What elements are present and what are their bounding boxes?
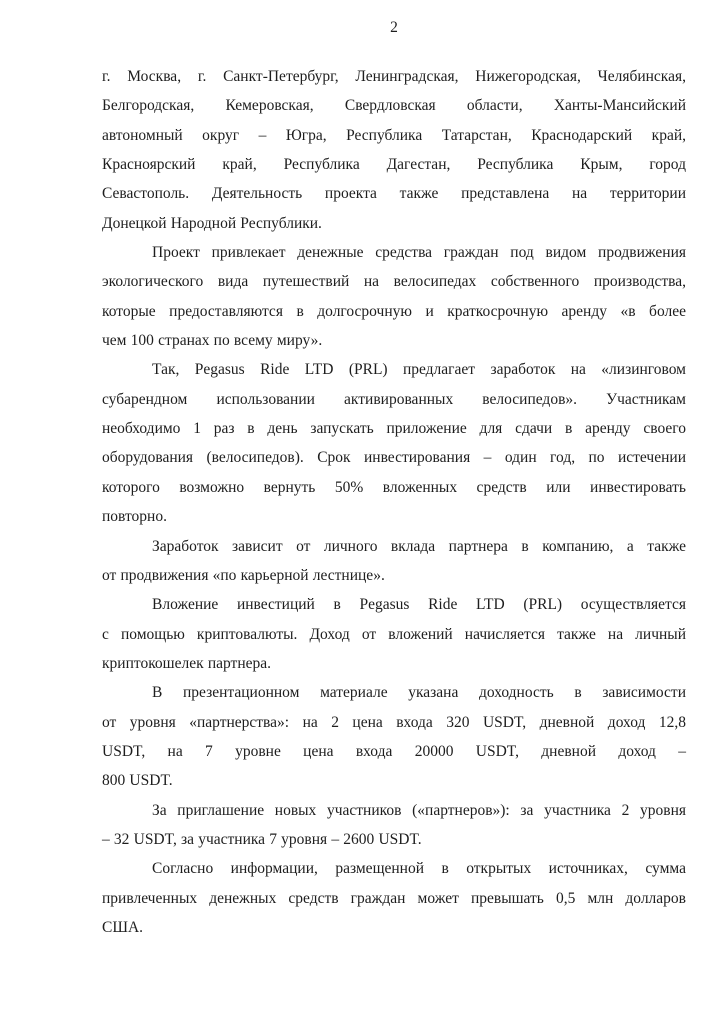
text-line: от уровня «партнерства»: на 2 цена входа 320 USDT, дневной доход 12,8	[102, 713, 686, 731]
text-line: экологического вида путешествий на велосипедах собственного производства,	[102, 273, 686, 291]
text-line: Согласно информации, размещенной в открытых источниках, сумма	[152, 860, 686, 878]
document-body	[102, 62, 686, 942]
text-line: USDT, на 7 уровне цена входа 20000 USDT, дневной доход –	[102, 742, 686, 760]
text-line: Так, Pegasus Ride LTD (PRL) предлагает заработок на «лизинговом	[152, 361, 686, 379]
text-line: Проект привлекает денежные средства граждан под видом продвижения	[152, 244, 686, 262]
text-line: Заработок зависит от личного вклада партнера в компанию, а также	[152, 537, 686, 555]
paragraph	[102, 796, 686, 855]
text-line: оборудования (велосипедов). Срок инвестирования – один год, по истечении	[102, 449, 686, 467]
paragraph	[102, 355, 686, 531]
text-line: чем 100 странах по всему миру».	[102, 332, 323, 350]
text-line: Вложение инвестиций в Pegasus Ride LTD (PRL) осуществляется	[152, 596, 686, 614]
paragraph	[102, 62, 686, 238]
page-number: 2	[390, 19, 398, 36]
text-line: от продвижения «по карьерной лестнице».	[102, 566, 385, 584]
paragraph	[102, 590, 686, 678]
text-line: Белгородская, Кемеровская, Свердловская области, Ханты-Мансийский	[102, 97, 686, 115]
paragraph	[102, 532, 686, 591]
text-line: За приглашение новых участников («партнеров»): за участника 2 уровня	[152, 801, 686, 819]
text-line: которого возможно вернуть 50% вложенных средств или инвестировать	[102, 478, 686, 496]
paragraph	[102, 854, 686, 942]
paragraph	[102, 238, 686, 355]
text-line: субарендном использовании активированных велосипедов». Участникам	[102, 390, 686, 408]
paragraph	[102, 678, 686, 795]
text-line: необходимо 1 раз в день запускать приложение для сдачи в аренду своего	[102, 420, 686, 438]
text-line: с помощью криптовалюты. Доход от вложений начисляется также на личный	[102, 625, 686, 643]
text-line: которые предоставляются в долгосрочную и краткосрочную аренду «в более	[102, 302, 686, 320]
text-line: Красноярский край, Республика Дагестан, Республика Крым, город	[102, 156, 686, 174]
text-line: 800 USDT.	[102, 772, 173, 790]
text-line: В презентационном материале указана доходность в зависимости	[152, 684, 686, 702]
text-line: автономный округ – Югра, Республика Татарстан, Краснодарский край,	[102, 126, 686, 144]
text-line: привлеченных денежных средств граждан может превышать 0,5 млн долларов	[102, 889, 686, 907]
text-line: повторно.	[102, 508, 167, 526]
text-line: криптокошелек партнера.	[102, 654, 272, 672]
text-line: Севастополь. Деятельность проекта также представлена на территории	[102, 185, 686, 203]
text-line: США.	[102, 918, 144, 936]
text-line: г. Москва, г. Санкт-Петербург, Ленинградская, Нижегородская, Челябинская,	[102, 68, 686, 85]
text-line: – 32 USDT, за участника 7 уровня – 2600 USDT.	[102, 830, 422, 848]
text-line: Донецкой Народной Республики.	[102, 214, 322, 232]
